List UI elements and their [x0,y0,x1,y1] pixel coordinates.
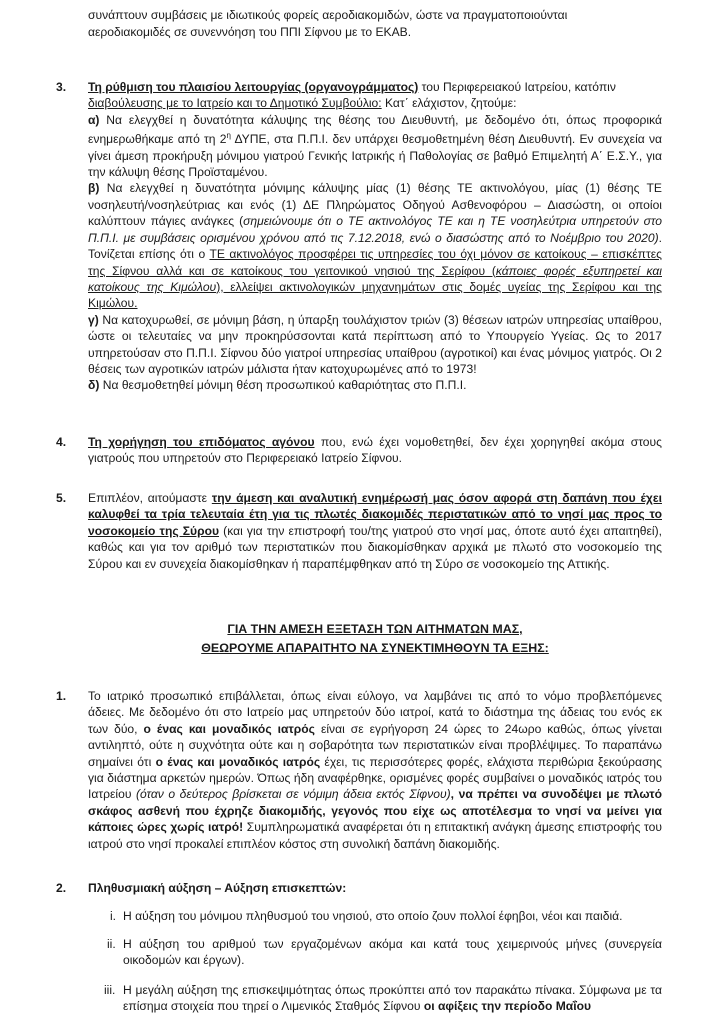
item-3-b-underlined-2: ), ελλείψει ακτινολογικών μηχανημάτων στις δομές υγείας της Σερίφου και της Κιμώλου. [88,279,662,311]
item-3-a-sup: η [226,131,231,141]
section-item-1-block [88,688,662,852]
section-item-1-t3: έχει, τις περισσότερες φορές, ελάχιστα περιθώρια ξεκούρασης για διάστημα αρκετών ημερών. Όπως ήδη αναφέρθηκε, ορισμένες φορές συμβαίνει ο μοναδικός ιατρός του Ιατρείου [88,754,662,802]
sub-item-i-text: Η αύξηση του μόνιμου πληθυσμού του νησιού, στο οποίο ζουν πολλοί έφηβοι, νέοι και παιδιά. [123,909,623,923]
sub-item-ii-text: Η αύξηση του αριθμού των εργαζομένων ακόμα και κατά τους χειμερινούς μήνες (συνεργεία οικοδομών και έργων). [123,937,662,968]
item-4-underlined: Τη χορήγηση του επιδόματος αγόνου [88,435,315,449]
item-3-b-label: β) [88,181,100,196]
section-item-1-b1: ο ένας και μοναδικός ιατρός [143,721,315,736]
section-item-1-number: 1. [56,689,67,703]
sub-item-iii-numeral: iii. [104,983,116,997]
item-5-number: 5. [56,491,67,505]
intro-line-2: αεροδιακομιδές σε συνεννόηση του ΠΠΙ Σίφνου με το ΕΚΑΒ. [88,25,412,39]
item-3-b-text2: . Τονίζεται επίσης ότι ο [88,230,662,262]
item-3-a [88,112,662,181]
item-5-t1: Επιπλέον, αιτούμαστε [88,491,212,505]
item-3-g-text: Να κατοχυρωθεί, σε μόνιμη βάση, η ύπαρξη τουλάχιστον τριών (3) θέσεων ιατρών υπηρεσίας υπαίθρου, ώστε οι τελευταίες να μην προκηρύσσονται κατά περίπτωση από το Υπουργείο Υγείας. Ως το 2017 υπηρετούσαν στο Π.Π.Ι. Σίφνου δύο γιατροί υπηρεσίας υπαίθρου (αγροτικοί) και ένας μόνιμος γιατρός. Οι 2 θέσεις των αγροτικών ιατρών μάλιστα ήταν κατοχυρωμένες από το 1973! [88,312,662,376]
item-5-t2: (και για την επιστροφή του/της γιατρού στο νησί μας, όποτε αυτό έχει απαιτηθεί), καθώς και για τον αριθμό των περιστατικών που διακομίσθηκαν αρχικά με πλωτό στο νοσοκομείο της Σύρου και εν συνεχεία διακομίσθηκαν ή παραπέμφθηκαν από τη Σύρο σε νοσοκομείο της Αττικής. [88,523,662,571]
item-5-bold-underlined: την άμεση και αναλυτική ενημέρωσή μας όσον αφορά στη δαπάνη που έχει καλυφθεί τα τρία τελευταία έτη για τις πλωτές διακομιδές περιστατικών από το νησί μας προς το νοσοκομείο της Σύρου [88,491,662,538]
item-3-d-label: δ) [88,378,100,393]
section-item-2-title: Πληθυσμιακή αύξηση – Αύξηση επισκεπτών: [88,881,347,895]
item-3-a-text2: ΔΥΠΕ, στα Π.Π.Ι. δεν υπάρχει θεσμοθετημένη θέση Διευθυντή. Εν συνεχεία να γίνει άμεση προκήρυξη μόνιμου γιατρού Γενικής Ιατρικής ή Παθολογίας σε βαθμό Επιμελητή Α΄ Ε.Σ.Υ., για την κάλυψη θέσης Προϊσταμένου. [88,132,663,180]
item-3-b-underlined-1: ΤΕ ακτινολόγος προσφέρει τις υπηρεσίες του όχι μόνον σε κατοίκους – επισκέπτες της Σίφνου αλλά και σε κατοίκους του γειτονικού νησιού της Σερίφου ( [88,247,662,278]
section-item-1-t2: είναι σε εγρήγορση 24 ώρες το 24ωρο καθώς, όπως γίνεται αντιληπτό, ούτε η συχνότητα ούτε και η σοβαρότητα των περιστατικών είναι προβλέψιμες. Το παραπάνω σημαίνει ότι [88,721,662,769]
section-item-2-number: 2. [56,881,67,895]
item-3-subtitle-rest: Κατ΄ ελάχιστον, ζητούμε: [381,96,517,111]
section-item-1-b3: , να πρέπει να συνοδέψει με πλωτό σκάφος ασθενή που έχρηζε διακομιδής, γεγονός που είχε ως αποτέλεσμα το νησί να μείνει για κάποιες ώρες χωρίς ιατρό! [88,787,662,835]
item-3-subtitle [88,95,662,111]
item-3-g [88,312,662,378]
section-heading-line-2: ΘΕΩΡΟΥΜΕ ΑΠΑΡΑΙΤΗΤΟ ΝΑ ΣΥΝΕΚΤΙΜΗΘΟΥΝ ΤΑ ΕΞΗΣ: [201,641,549,655]
item-4-number: 4. [56,435,67,449]
section-item-1-italic: (όταν ο δεύτερος βρίσκεται σε νόμιμη άδεια εκτός Σίφνου) [136,787,451,802]
item-3-a-text1: Να ελεγχθεί η δυνατότητα κάλυψης της θέσης του Διευθυντή, με δεδομένο ότι, όπως προφορικά ενημερωθήκαμε από τη 2 [88,112,662,147]
item-5-text [88,490,662,572]
item-4-rest: που, ενώ έχει νομοθετηθεί, δεν έχει χορηγηθεί ακόμα στους γιατρούς που υπηρετούν στο Περιφερειακό Ιατρείο Σίφνου. [88,435,662,466]
item-3-d-text: Να θεσμοθετηθεί μόνιμη θέση προσωπικού καθαριότητας στο Π.Π.Ι. [99,378,467,393]
intro-line-1: συνάπτουν συμβάσεις με ιδιωτικούς φορείς αεροδιακομιδών, ώστε να πραγματοποιούνται [88,8,568,22]
item-4-text [88,434,662,467]
item-3-a-label: α) [88,112,100,127]
item-3-b-text1: Να ελεγχθεί η δυνατότητα μόνιμης κάλυψης μίας (1) θέσης ΤΕ ακτινολόγου, μίας (1) θέσης ΤΕ νοσηλευτή/νοσηλεύτριας και ενός (1) ΔΕ Πληρώματος Οδηγού Ασθενοφόρου – Διασώστη, οι οποίοι καλύπτουν πάγιες ανάγκες ( [88,181,662,229]
sub-item-iii-bold: οι αφίξεις την περίοδο Μαΐου [423,999,592,1014]
item-3-b-italic: σημειώνουμε ότι ο ΤΕ ακτινολόγος ΤΕ και η ΤΕ νοσηλεύτρια υπηρετούν στο Π.Π.Ι. με συμβάσεις ορισμένου χρόνου από τις 7.12.2018, ενώ ο διασώστης από το Νοέμβριο του 2020) [88,214,662,245]
item-3-title-rest: του Περιφερειακού Ιατρείου, κατόπιν [418,80,616,94]
sub-item-iii-text: Η μεγάλη αύξηση της επισκεψιμότητας όπως προκύπτει από τον παρακάτω πίνακα. Σύμφωνα με τα επίσημα στοιχεία που τηρεί ο Λιμενικός Σταθμός Σίφνου [123,983,662,1014]
section-item-1-b2: ο ένας και μοναδικός ιατρός [155,754,321,769]
item-3-g-label: γ) [88,312,99,327]
section-item-1-t1: Το ιατρικό προσωπικό επιβάλλεται, όπως είναι εύλογο, να λαμβάνει τις από το νόμο προβλεπόμενες άδειες. Με δεδομένο ότι στο Ιατρείο μας υπηρετούν δύο ιατροί, κατά το διάστημα της άδειας του ενός εκ των δύο, [88,689,662,736]
item-3-title-underlined: Τη ρύθμιση του πλαισίου λειτουργίας (οργανογράμματος) [88,80,419,94]
sub-item-ii-numeral: ii. [107,937,116,951]
sub-item-i-numeral: i. [110,909,117,923]
item-3-block [88,79,662,394]
item-5-block [88,490,662,572]
item-3-d [88,377,662,393]
item-3-b [88,180,662,311]
item-3-title [88,79,662,95]
item-4-block [88,434,662,467]
item-3-number: 3. [56,80,67,94]
section-heading-line-1: ΓΙΑ ΤΗΝ ΑΜΕΣΗ ΕΞΕΤΑΣΗ ΤΩΝ ΑΙΤΗΜΑΤΩΝ ΜΑΣ, [227,622,523,636]
sub-item-iii-paragraph [123,982,662,1015]
item-3-b-underlined-italic: κάποιες φορές εξυπηρετεί και κατοίκους της Κιμώλου [88,263,662,294]
section-item-1-t4: Συμπληρωματικά αναφέρεται ότι η επιτακτική ανάγκη άμεσης επιστροφής του ιατρού στο νησί προκαλεί επιπλέον κόστος στη συνολική δαπάνη διακομιδής. [88,820,662,851]
item-3-subtitle-underlined: διαβούλευσης με το Ιατρείο και το Δημοτικό Συμβούλιο: [88,96,382,111]
section-item-1-text [88,688,662,852]
